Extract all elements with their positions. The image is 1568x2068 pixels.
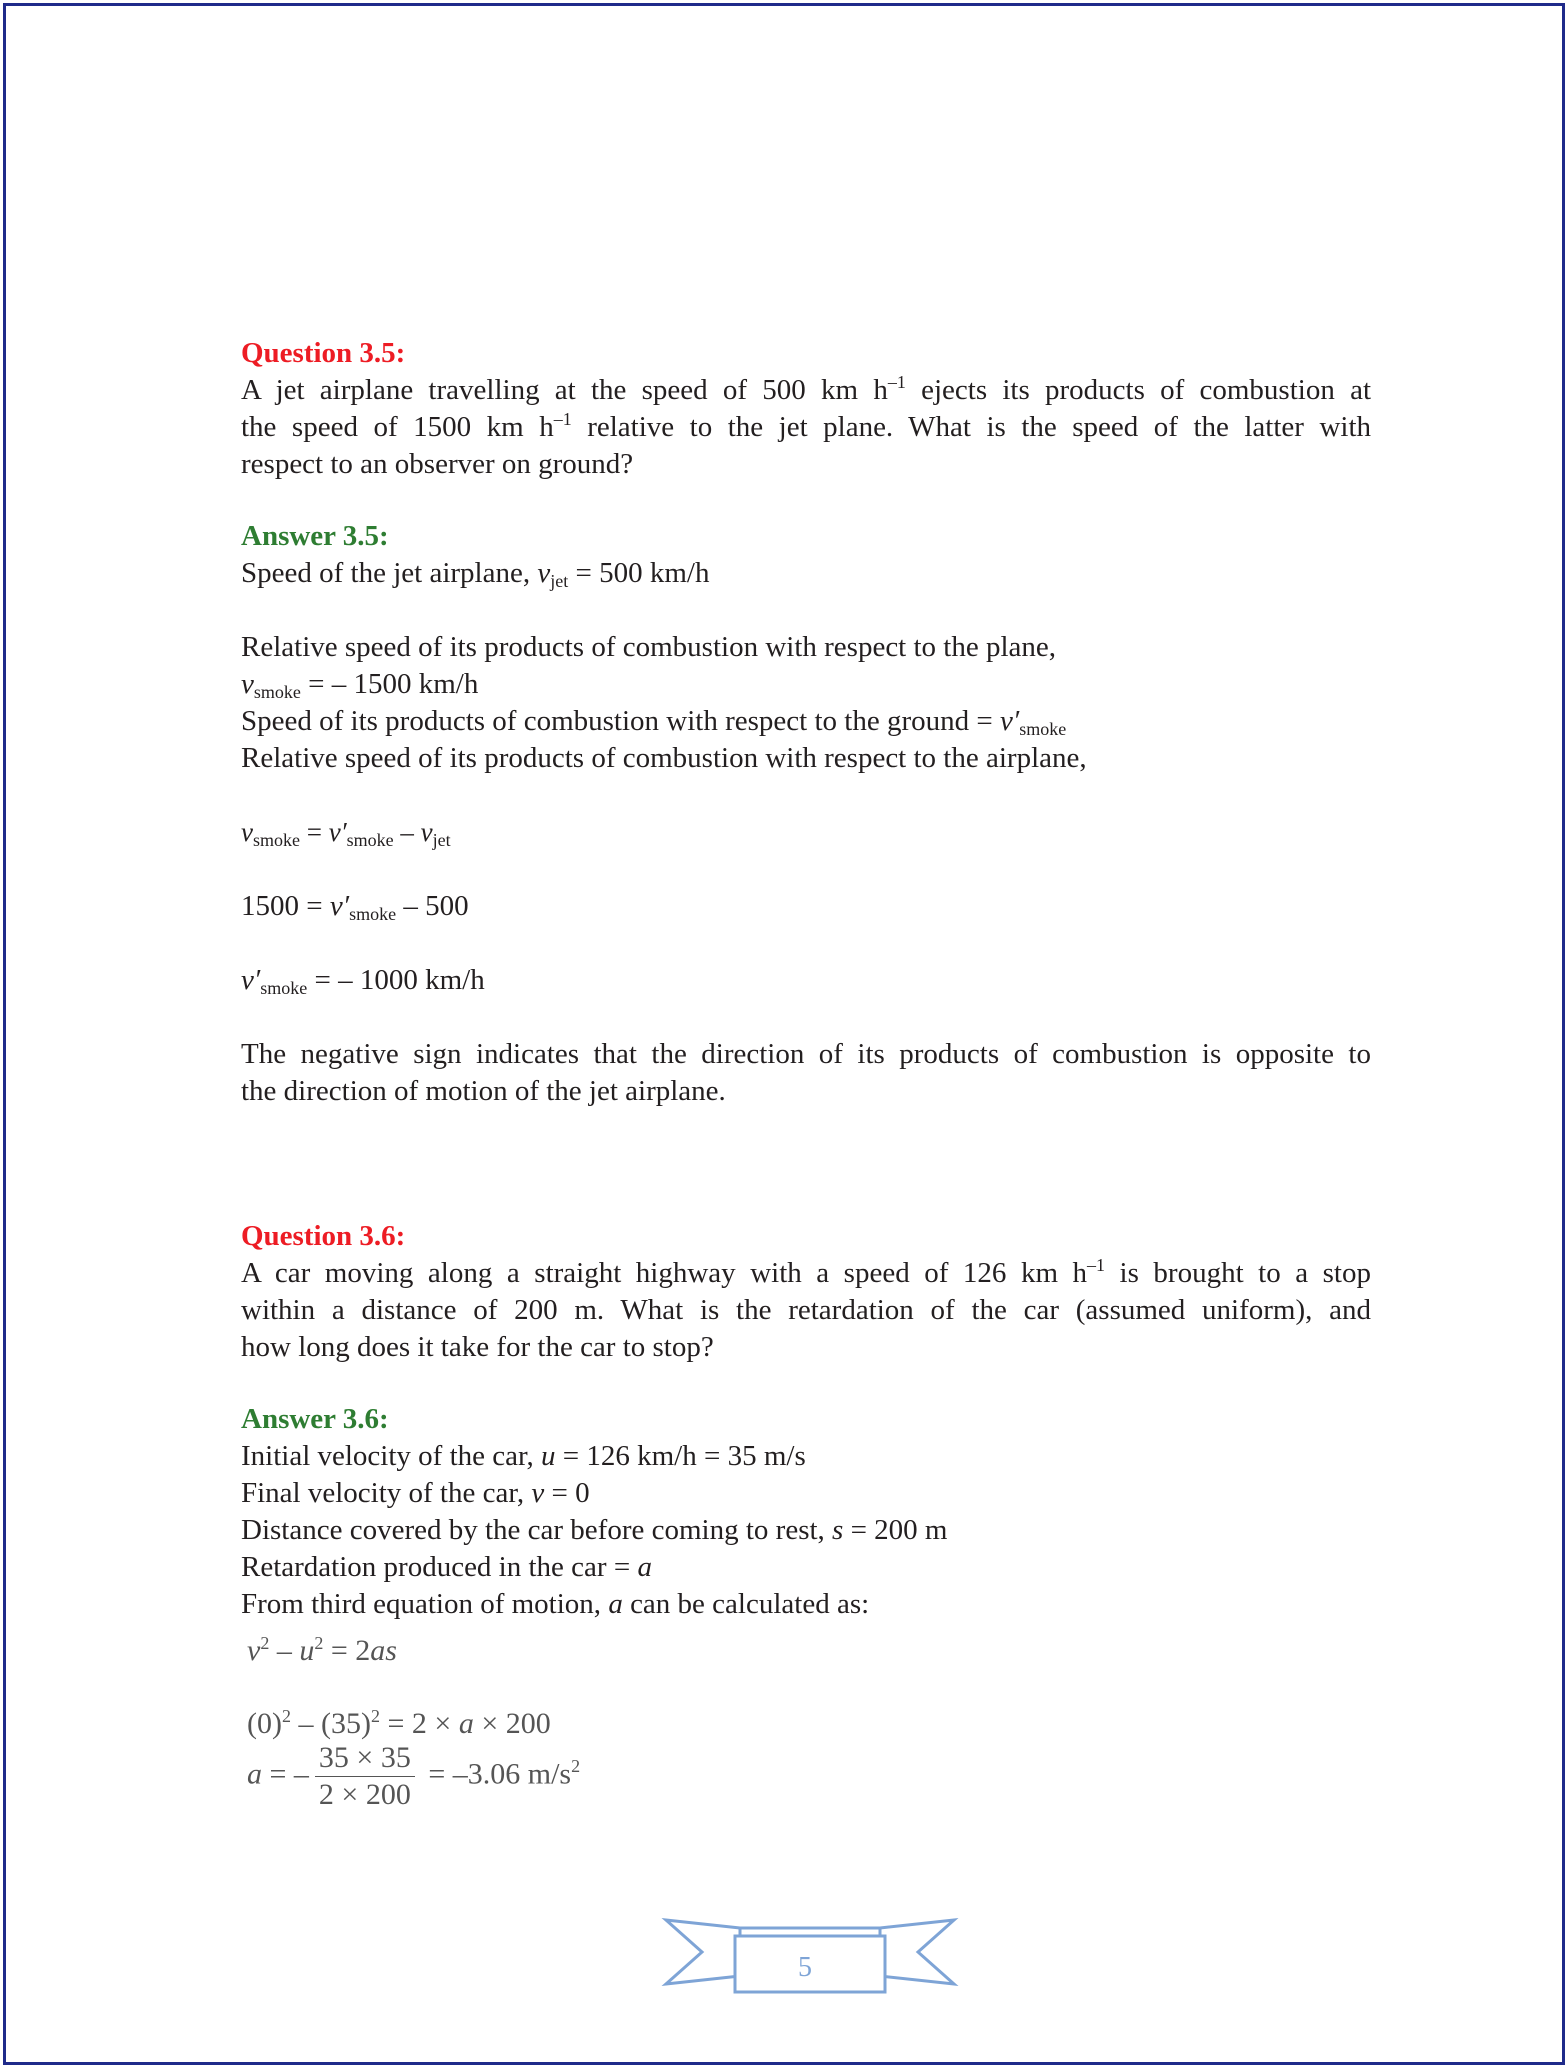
superscript: 2 [260,1633,270,1653]
variable: v′ [999,705,1020,737]
fraction-numerator: 35 × 35 [315,1740,415,1777]
question-3-6-text: is brought to a stop [1105,1257,1371,1289]
text: 1500 = [241,890,330,922]
question-3-5-heading: Question 3.5: [241,337,406,369]
superscript: 2 [571,1756,581,1777]
variable: v′ [329,890,350,922]
answer-3-5-relative-speed-airplane: Relative speed of its products of combustion with respect to the airplane, [241,742,1087,774]
answer-3-5-vsmoke [241,666,478,706]
text: From third equation of motion, [241,1588,609,1620]
equation-substitution [241,888,469,928]
operator: – [393,817,421,847]
page-number: 5 [798,1952,812,1983]
equation-relative-velocity [241,814,451,854]
variable: v [241,817,253,847]
question-3-6-heading: Question 3.6: [241,1220,406,1252]
superscript: –1 [887,372,906,392]
answer-3-6-retardation [241,1549,652,1586]
variable: v [247,1634,261,1667]
variable: v′ [328,817,347,847]
question-3-5-text: relative to the jet plane. What is the speed of the latter with [571,411,1372,443]
subscript: smoke [253,682,301,702]
answer-3-5-jet-speed [241,555,709,595]
subscript: smoke [349,904,397,924]
page-border [3,3,1565,2065]
variable: a [458,1707,474,1740]
question-3-6-line-1 [241,1255,1371,1295]
answer-3-5-conclusion-line-1: The negative sign indicates that the direction of its products of combustion is opposite to [241,1038,1371,1070]
question-3-6-line-2: within a distance of 200 m. What is the retardation of the car (assumed uniform), and [241,1294,1371,1326]
text: = 200 m [843,1514,948,1546]
operator: = – [262,1757,309,1791]
answer-3-5-heading: Answer 3.5: [241,520,389,552]
question-3-5-text: the speed of 1500 km h [241,411,554,443]
answer-3-5-relative-speed-plane: Relative speed of its products of combustion with respect to the plane, [241,631,1057,663]
text: – 500 [396,890,469,922]
answer-3-6-distance [241,1512,948,1549]
variable: u [299,1634,315,1667]
text: = – 1000 km/h [307,964,485,996]
text: = 0 [544,1477,590,1509]
variable: v [241,668,254,700]
superscript: –1 [1087,1255,1106,1275]
text: = 500 km/h [568,557,710,589]
question-3-5-line-2 [241,409,1371,449]
variable: s [832,1514,844,1546]
text: = –3.06 m/s [420,1757,572,1791]
text: Speed of the jet airplane, [241,557,538,589]
text: = 126 km/h = 35 m/s [555,1440,806,1472]
variable: v [420,817,433,847]
formula-retardation [247,1740,580,1813]
variable: a [247,1757,262,1791]
question-3-5-text: ejects its products of combustion at [905,374,1372,406]
text: = – 1500 km/h [300,668,479,700]
subscript: jet [432,830,451,850]
subscript: smoke [346,830,394,850]
superscript: –1 [553,409,572,429]
answer-3-6-initial-velocity [241,1438,806,1475]
question-3-6-line-3: how long does it take for the car to stop? [241,1331,714,1363]
text: Retardation produced in the car = [241,1551,638,1583]
variable: a [608,1588,623,1620]
variable: a [637,1551,652,1583]
operator: = [299,817,329,847]
variable: v′ [241,964,261,996]
question-3-5-line-1 [241,372,1371,412]
subscript: smoke [1019,719,1067,739]
text: = 2 [323,1634,371,1667]
variable: as [370,1634,397,1667]
question-3-5-text: A jet airplane travelling at the speed of 500 km h [241,374,888,406]
fraction-denominator: 2 × 200 [318,1778,411,1811]
text: – (35) [290,1707,371,1740]
variable: u [541,1440,556,1472]
text: Speed of its products of combustion with respect to the ground = [241,705,1000,737]
answer-3-6-final-velocity [241,1475,590,1512]
answer-3-5-conclusion-line-2: the direction of motion of the jet airplane. [241,1075,726,1107]
subscript: jet [550,571,569,591]
text: Final velocity of the car, [241,1477,532,1509]
subscript: smoke [252,830,300,850]
question-3-5-line-3: respect to an observer on ground? [241,448,634,480]
variable: v [531,1477,545,1509]
text: Initial velocity of the car, [241,1440,541,1472]
superscript: 2 [314,1633,324,1653]
answer-3-5-ground-speed [241,703,1066,743]
subscript: smoke [260,978,308,998]
text: (0) [247,1707,282,1740]
superscript: 2 [370,1706,380,1726]
fraction [315,1740,415,1813]
variable: v [537,557,551,589]
text: × 200 [473,1707,551,1740]
text: = 2 × [379,1707,459,1740]
formula-third-equation [247,1632,397,1673]
text: can be calculated as: [622,1588,870,1620]
superscript: 2 [281,1706,291,1726]
text: Distance covered by the car before coming to rest, [241,1514,833,1546]
question-3-6-text: A car moving along a straight highway with a speed of 126 km h [241,1257,1088,1289]
operator: – [269,1634,300,1667]
equation-result [241,962,485,1002]
answer-3-6-third-equation-intro [241,1586,869,1623]
answer-3-6-heading: Answer 3.6: [241,1403,389,1435]
